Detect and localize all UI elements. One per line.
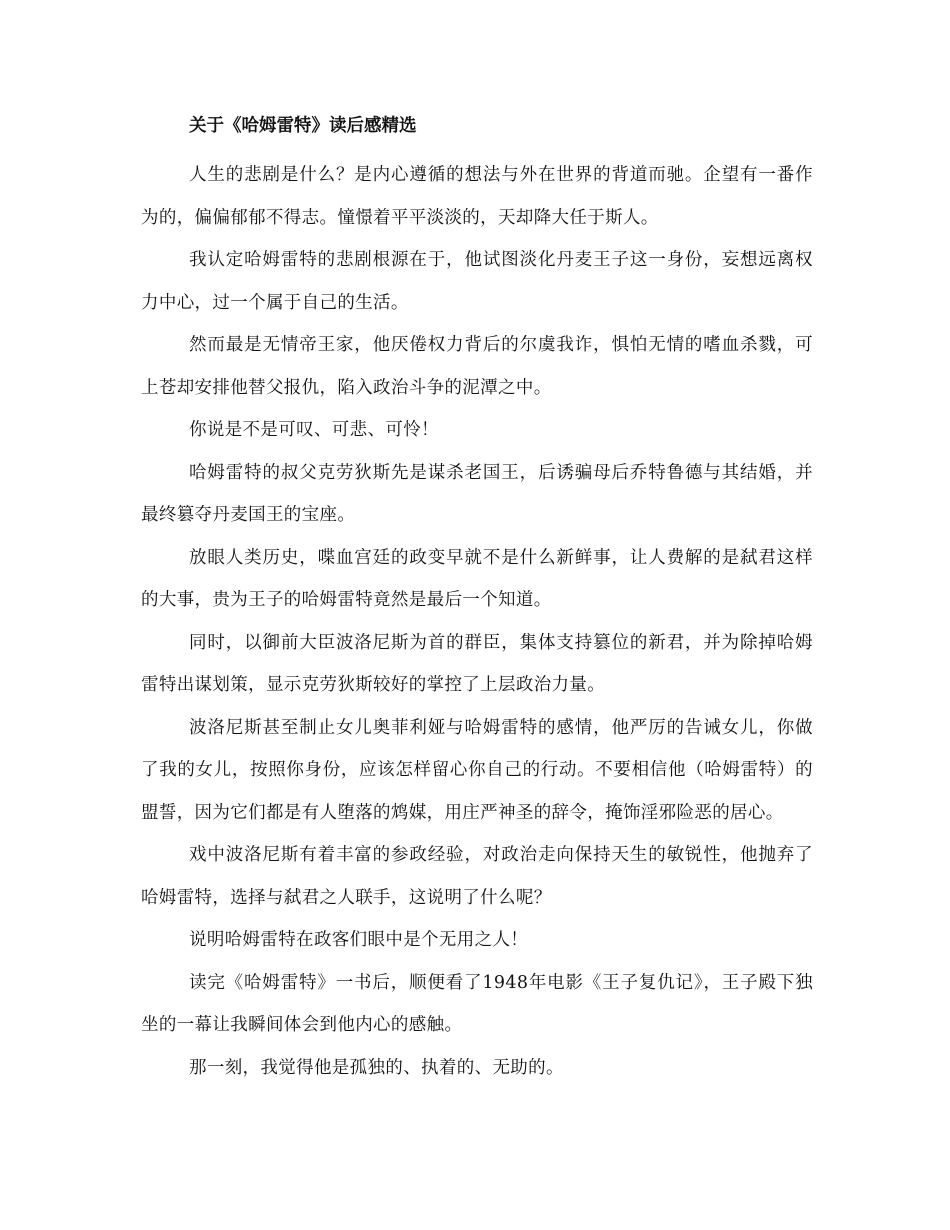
paragraph-1: 人生的悲剧是什么？是内心遵循的想法与外在世界的背道而驰。企望有一番作为的，偏偏郁郁不得志。憧憬着平平淡淡的，天却降大任于斯人。 (141, 165, 813, 228)
paragraph-2: 我认定哈姆雷特的悲剧根源在于，他试图淡化丹麦王子这一身份，妄想远离权力中心，过一个属于自己的生活。 (141, 250, 813, 313)
paragraph-11: 读完《哈姆雷特》一书后，顺便看了1948年电影《王子复仇记》，王子殿下独坐的一幕让我瞬间体会到他内心的感触。 (141, 972, 813, 1035)
paragraph-9: 戏中波洛尼斯有着丰富的参政经验，对政治走向保持天生的敏锐性，他抛弃了哈姆雷特，选择与弑君之人联手，这说明了什么呢？ (141, 845, 813, 908)
paragraph-6: 放眼人类历史，喋血宫廷的政变早就不是什么新鲜事，让人费解的是弑君这样的大事，贵为王子的哈姆雷特竟然是最后一个知道。 (141, 547, 813, 610)
paragraph-5: 哈姆雷特的叔父克劳狄斯先是谋杀老国王，后诱骗母后乔特鲁德与其结婚，并最终篡夺丹麦国王的宝座。 (141, 462, 813, 525)
paragraph-7: 同时，以御前大臣波洛尼斯为首的群臣，集体支持篡位的新君，并为除掉哈姆雷特出谋划策，显示克劳狄斯较好的掌控了上层政治力量。 (141, 632, 813, 695)
paragraph-10: 说明哈姆雷特在政客们眼中是个无用之人！ (189, 930, 529, 950)
document-title: 关于《哈姆雷特》读后感精选 (189, 116, 417, 136)
paragraph-12: 那一刻，我觉得他是孤独的、执着的、无助的。 (189, 1057, 564, 1078)
document-body (141, 112, 813, 1089)
paragraph-3: 然而最是无情帝王家，他厌倦权力背后的尔虞我诈，惧怕无情的嗜血杀戮，可上苍却安排他替父报仇，陷入政治斗争的泥潭之中。 (141, 335, 813, 398)
paragraph-4: 你说是不是可叹、可悲、可怜！ (189, 420, 439, 440)
paragraph-8: 波洛尼斯甚至制止女儿奥菲利娅与哈姆雷特的感情，他严厉的告诫女儿，你做了我的女儿，按照你身份，应该怎样留心你自己的行动。不要相信他（哈姆雷特）的盟誓，因为它们都是有人堕落的鸩媒，用庄严神圣的辞令，掩饰淫邪险恶的居心。 (141, 717, 813, 823)
